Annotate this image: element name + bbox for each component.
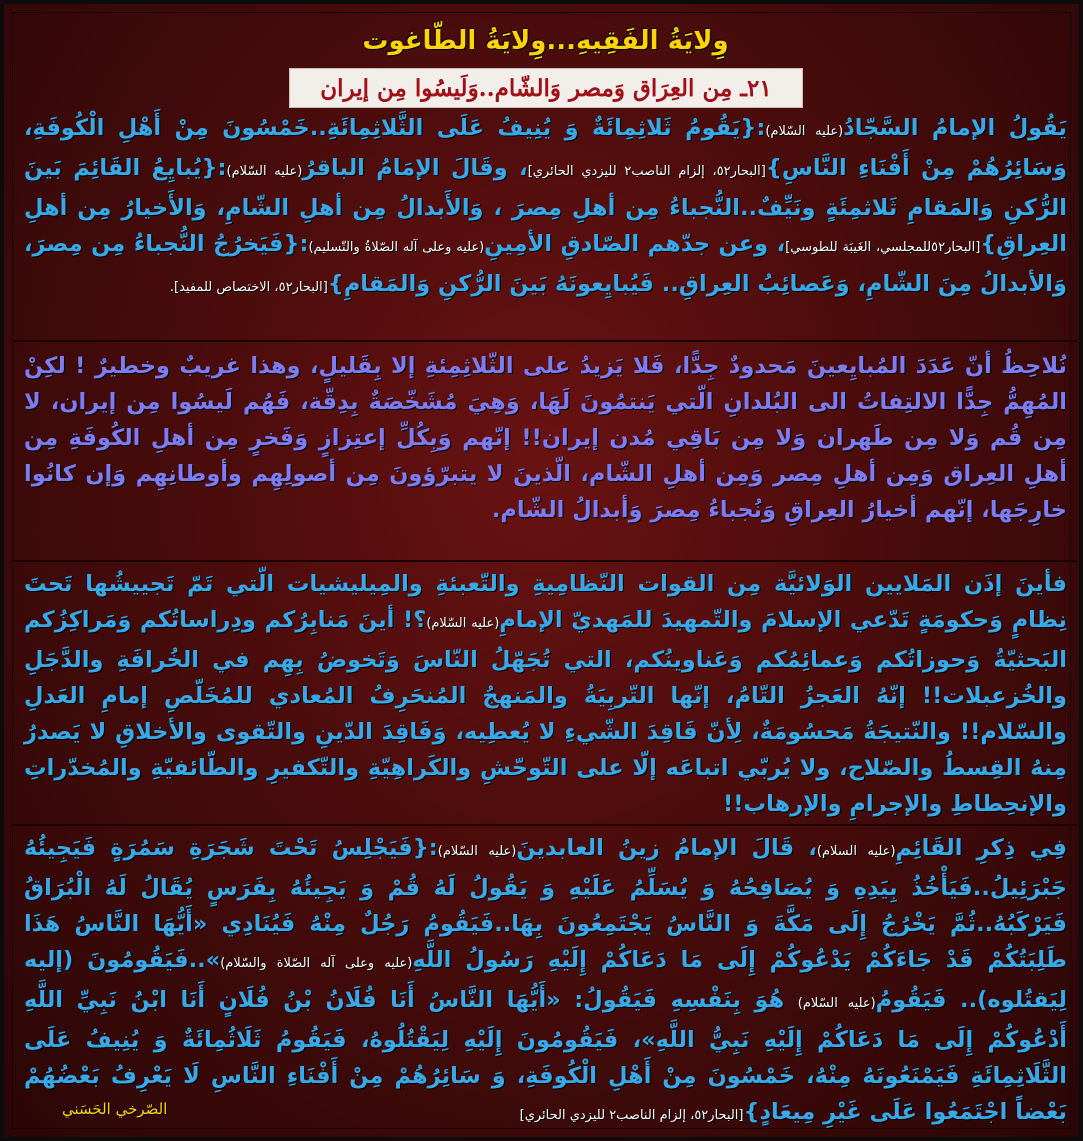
p1-text-1: يَقُولُ الإمامُ السَّجّادُ: [843, 115, 1067, 141]
p4-text-3: :{فَيَجْلِسُ تَحْتَ شَجَرَةِ سَمُرَةٍ فَيَجِيئُهُ جَبْرَئِيلُ..فَيَأْخُذُ بِيَدِهِ وَ يُصَافِحُهُ وَ يُسَلِّمُ عَلَيْهِ وَ يَقُولُ لَهُ قُمْ وَ يَجِيئُهُ بِفَرَسٍ يُقَالُ لَهُ الْبُرَاقُ فَيَرْكَبُهُ..ثُمَّ يَخْرُجُ إِلَى مَكَّةَ وَ النَّاسُ يَجْتَمِعُونَ بِهَا..فَيَقُومُ رَجُلٌ مِنْهُ فَيُنَادِي «أَيُّهَا النَّاسُ هَذَا طَلِبَتُكُمْ قَدْ جَاءَكُمْ يَدْعُوكُمْ إِلَى مَا دَعَاكُمْ إِلَيْهِ رَسُولُ اللَّهِ: [24, 835, 1067, 973]
p4-honorific-1: (عليه السلام): [816, 844, 896, 859]
p1-honorific-1: (عليه السّلام): [765, 124, 844, 139]
paragraph-commentary-2: [24, 566, 1067, 820]
p1-honorific-3: (عليه وعلى آله الصّلاةُ والتّسليم): [308, 240, 485, 255]
p1-reference-2: [البحار٥٢للمجلسي، الغَيبَة للطوسي]: [785, 240, 981, 255]
p4-text-4: »..فَيَقُومُونَ (إليه لِيَقتُلوه).. فَيَقُومُ: [24, 947, 1067, 1013]
p4-text-2: ، قَالَ الإمامُ زينُ العابدينَ: [516, 835, 817, 861]
p4-reference-1: [البحار٥٢، إلزام الناصب٢ لليزدي الحائري]: [519, 1108, 744, 1123]
p1-text-6: :{فَيَخرُجُ النُّجباءُ مِن مِصرَ، وَالأبدالُ مِنَ الشّامِ، وَعَصائِبُ العِراقِ.. فَيُبايِعونَهُ بَينَ الرُّكنِ وَالمَقامِ}: [24, 231, 1067, 297]
p4-honorific-2: (عليه السّلام): [437, 844, 517, 859]
p3-text-1: فأينَ إذَن المَلايين الوَلائيَّة مِن القوات النّظامِيةِ والتّعبئةِ والمِيليشيات الّتي تَمّ تَجييشُها تَحتَ نِظامٍ وَحكومَةٍ تَدّعي الإسلامَ والتّمهيدَ للمَهديّ الإمامِ: [24, 571, 1067, 633]
paragraph-narrations-1: [24, 110, 1067, 336]
divider-1: [14, 340, 1077, 342]
p1-reference-3: [البحار٥٢، الاختصاص للمفيد].: [169, 280, 328, 295]
p4-honorific-3: (عليه وعلى آله الصّلاة والسّلام): [220, 956, 413, 971]
page-title: وِلايَةُ الفَقِيهِ...وِلايَةُ الطّاغوت: [362, 26, 729, 56]
divider-2: [14, 560, 1077, 562]
p3-honorific-1: (عليه السّلام): [426, 616, 500, 631]
paragraph-commentary-1: نُلاحِظُ أنّ عَدَدَ المُبايِعينَ مَحدودٌ جِدًّا، فَلا يَزيدُ على الثّلاثِمِئةِ إلا بِقَليلٍ، وهذا غريبٌ وخطيرٌ ! لكِنْ المُهِمُّ جِدًّا الالتِفاتُ الى البُلدانِ الّتي يَنتمُونَ لَهَا، وَهِيَ مُشَخّصَةٌ بِدِقّة، فَهُم لَيسُوا مِن إيران، لا مِن قُم وَلا مِن طَهران وَلا مِن بَاقِي مُدن إيران!! إنّهم وَبِكُلِّ إعتِزازٍ وَفَخرٍ مِن أهلِ الكُوفَةِ مِن أهلِ العِراق وَمِن أهلِ مِصر وَمِن أهلِ الشّام، الّذينَ لا يتبرّؤونَ مِن أصولِهِم وأوطانِهِم وَإن كانُوا خارِجَها، إنّهم أخيارُ العِراقِ وَنُجباءُ مِصرَ وَأبدالُ الشّام.: [24, 353, 1067, 523]
subtitle-box: [289, 68, 803, 108]
p1-reference-1: [البحار٥٢، إلزام الناصب٢ لليزدي الحائري]: [527, 164, 766, 179]
author-signature: الصّرخي الحَسَني: [62, 1100, 168, 1118]
p4-honorific-4: (عليه السّلام): [797, 996, 876, 1011]
p1-honorific-2: (عليه السّلام): [226, 164, 303, 179]
p1-text-2: :{يَقُومُ ثَلاثِمِائَةٌ وَ يُنِيفُ عَلَى الثَّلاثِمِائَةِ..خَمْسُونَ مِنْ أَهْلِ الْكُوفَةِ، وَسَائِرُهُمْ مِنْ أَفْنَاءِ النَّاسِ}: [24, 115, 1067, 181]
p3-text-2: ؟! أينَ مَنابِرُكم ودِراساتُكم وَمَراكِزُكم البَحثيّةُ وَحوزاتُكم وَعمائِمُكم وَعَناوينُكم، التي تُجَهّلُ النّاسَ وَتَخوضُ بِهِم في الخُرافَةِ والدَّجَلِ والخُزعبلات!! إنّهُ العَجزُ التّامُ، إنّها التّربِيَةُ والمَنهجُ المُنحَرِفُ المُعادي للمُخَلّصِ إمامِ العَدلِ والسّلام!! والنّتيجَةُ مَحسُومَةٌ، لِأنّ فَاقِدَ الشّيءِ لا يُعطِيه، وَفَاقِدَ الدّينِ والتّقوى والأخلاقِ لا يَصدرُ مِنهُ القِسطُ والصّلاح، ولا يُربّي اتباعَه إلّا على التّوحّشِ والكَراهِيّةِ والتّكفيرِ والطّائفيّةِ والمُخدّراتِ والإنحِطاطِ والإجرامِ والإرهاب!!: [24, 607, 1067, 817]
p4-text-1: فِي ذِكرِ القَائِمِ: [895, 835, 1067, 861]
divider-3: [14, 824, 1077, 826]
p1-text-5: ، وعن جدّهم الصّادقِ الأمِينِ: [484, 231, 786, 257]
p1-text-3: ، وقَالَ الإمَامُ الباقرُ: [302, 155, 528, 181]
p4-text-5: هُوَ بِنَفْسِهِ فَيَقُولُ: «أَيُّهَا النَّاسُ أَنَا فُلَانُ بْنُ فُلَانٍ أَنَا ابْنُ نَبِيِّ اللَّهِ أَدْعُوكُمْ إِلَى مَا دَعَاكُمْ إِلَيْهِ نَبِيُّ اللَّهِ»، فَيَقُومُونَ إِلَيْهِ لِيَقْتُلُوهُ، فَيَقُومُ ثَلَاثُمِائَةٌ وَ يُنِيفُ عَلَى الثَّلَاثِمِائَةِ فَيَمْنَعُونَهُ مِنْهُ، خَمْسُونَ مِنْ أَهْلِ الْكُوفَةِ، وَ سَائِرُهُمْ مِنْ أَفْنَاءِ النَّاسِ لَا يَعْرِفُ بَعْضُهُمْ بَعْضاً اجْتَمَعُوا عَلَى غَيْرِ مِيعَادٍ}: [24, 987, 1067, 1125]
p1-text-4: :{يُبايِعُ القَائِمَ بَينَ الرُّكنِ وَالمَقامِ ثَلاثمِئَةٍ ونَيِّفٌ..النُّجباءُ مِن أهلِ مِصرَ ، وَالأَبدالُ مِن أهلِ الشّامِ، وَالأَخيارُ مِن أهلِ العِراقِ}: [24, 155, 1067, 257]
subtitle: ٢١ـ مِن العِرَاق وَمصر وَالشّام..وَلَيسُوا مِن إيران: [320, 74, 772, 102]
